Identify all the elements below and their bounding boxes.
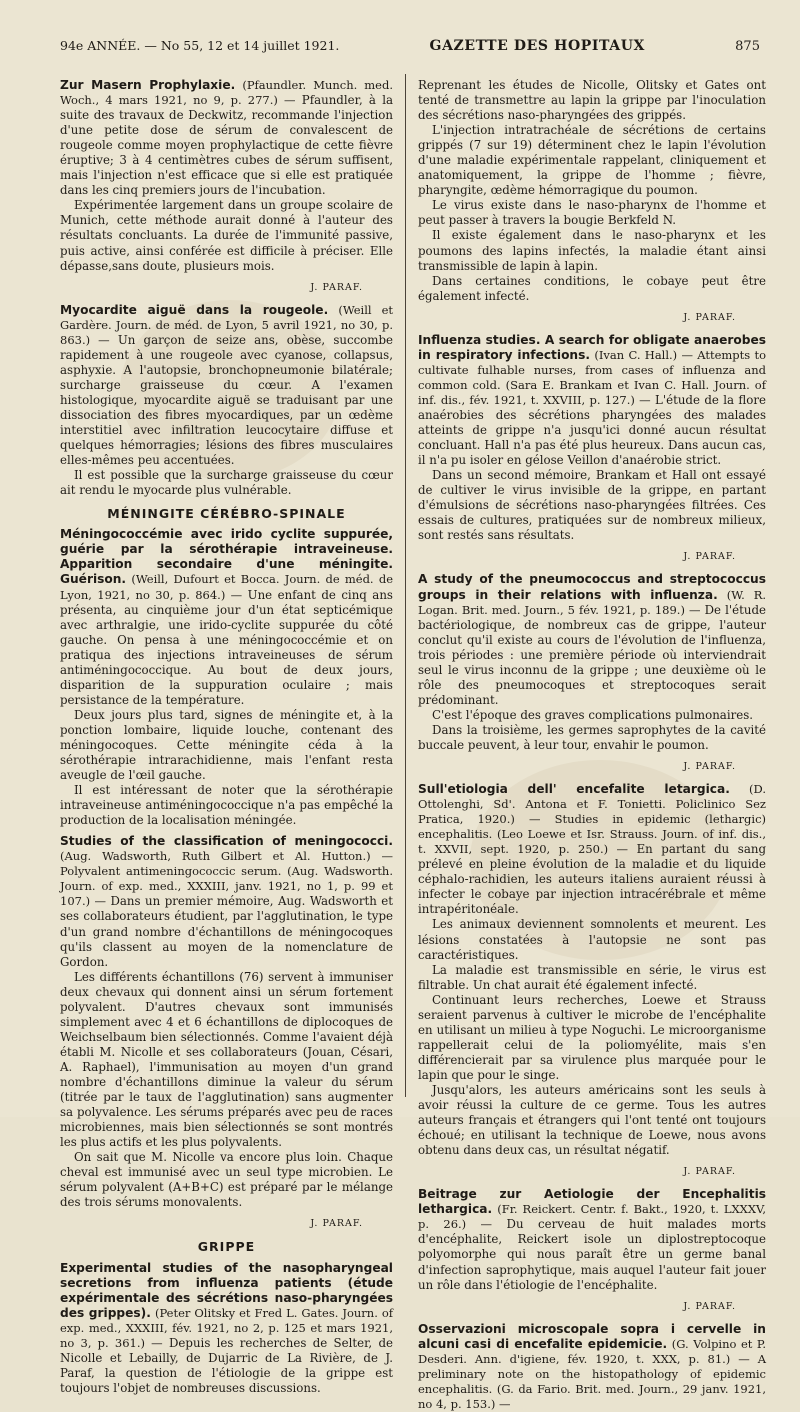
article-citation: (D. Ottolenghi, Sd'. Antona et F. Tonietti. Policlinico Sez Pratica, 1920.) — Studies in epidemic (lethargic) encephalitis. (Leo Loewe et Isr. Strauss. Journ. of inf. dis., t. XXVII, sept. 1920, p. 250.) —: [418, 782, 766, 857]
article-entry: [60, 78, 393, 274]
paragraph-text: De l'étude bactériologique, de nombreux cas de grippe, l'auteur conclut qu'il existe au cours de l'évolution de l'influenza, trois périodes : une première période où interviendrait seul le virus inconnu de la grippe ; une deuxième où le rôle des pneumocoques et streptocoques serait prédominant.: [418, 602, 766, 707]
article-paragraph: [60, 1261, 393, 1396]
column-divider: [405, 74, 406, 1097]
article-paragraph: Les différents échantillons (76) servent à immuniser deux chevaux qui donnent ainsi un sérum fortement polyvalent. D'autres chevaux sont immunisés simplement avec 4 et 6 échantillons de diplocoques de Weichselbaum bien sélectionnés. Comme l'avaient déjà établi M. Nicolle et ses collaborateurs (Jouan, Césari, A. Raphael), l'immunisation au moyen d'un grand nombre d'échantillons diminue la valeur du sérum (titrée par le taux de l'agglutination) sans augmenter sa polyvalence. Les sérums préparés avec peu de races microbiennes, mais bien sélectionnés se sont montrés les plus actifs et les plus polyvalents.: [60, 969, 393, 1150]
article-paragraph: Expérimentée largement dans un groupe scolaire de Munich, cette méthode aurait donné à l'auteur des résultats concluants. La durée de l'immunité passive, puis active, ainsi conférée est difficile à préciser. Elle dépasse,sans doute, plusieurs mois.: [60, 198, 393, 273]
article-paragraph: [60, 303, 393, 469]
author-signature: J. PARAF.: [310, 281, 363, 293]
article-citation: (G. Volpino et P. Desderi. Ann. d'igiene, fév. 1920, t. XXX, p. 81.) — A preliminary note on the histopathology of epidemic encephalitis. (G. da Fario. Brit. med. Journ., 29 janv. 1921, no 4, p. 153.) —: [418, 1336, 766, 1411]
paragraph-text: Depuis les recherches de Selter, de Nicolle et Lebailly, de Dujarric de La Rivière, de J. Paraf, la question de l'étiologie de la grippe est toujours l'objet de nombreuses discussions.: [60, 1335, 393, 1395]
article-heading: Méningococcémie avec irido cyclite suppurée, guérie par la sérothérapie intraveineuse. Apparition secondaire d'une méningite. Guérison.: [60, 527, 393, 587]
article-paragraph: Dans un second mémoire, Brankam et Hall ont essayé de cultiver le virus invisible de la grippe, en partant d'émulsions de sécrétions naso-pharyngées filtrées. Ces essais de cultures, pratiquées sur de nombreux milieux, sont restés sans résultats.: [418, 468, 766, 543]
article-heading: Osservazioni microscopale sopra i cervelle in alcuni casi di encefalite epidemicie.: [418, 1321, 766, 1351]
article-paragraph: Deux jours plus tard, signes de méningite et, à la ponction lombaire, liquide louche, contenant des méningocoques. Cette méningite céda à la sérothérapie intrarachidienne, mais l'enfant resta aveugle de l'œil gauche.: [60, 707, 393, 783]
article-paragraph: Il est intéressant de noter que la sérothérapie intraveineuse antiméningococcique n'a pas empêché la production de la localisation méningée.: [60, 783, 393, 828]
article-entry: [60, 527, 393, 828]
section-title: GRIPPE: [197, 1239, 256, 1255]
article-paragraph: [418, 572, 766, 707]
article-heading: Sull'etiologia dell' encefalite letargica.: [418, 782, 730, 797]
article-paragraph: [418, 782, 766, 917]
issue-info: 94e ANNÉE. — No 55, 12 et 14 juillet 1921.: [60, 38, 340, 53]
article-paragraph: Il est possible que la surcharge graisseuse du cœur ait rendu le myocarde plus vulnérable.: [60, 468, 393, 498]
section-title: MÉNINGITE CÉRÉBRO-SPINALE: [107, 506, 346, 522]
article-citation: (W. R. Logan. Brit. med. Journ., 5 fév. 1921, p. 189.) —: [418, 587, 767, 617]
article-paragraph: [60, 78, 393, 198]
page-number: 875: [735, 39, 760, 54]
author-signature: J. PARAF.: [683, 1300, 736, 1312]
article-paragraph: Dans la troisième, les germes saprophytes de la cavité buccale peuvent, à leur tour, envahir le poumon.: [418, 722, 766, 752]
page-header: [60, 38, 760, 62]
article-entry: [418, 572, 766, 753]
left-column: [60, 78, 394, 1395]
article-heading: A study of the pneumococcus and streptococcus groups in their relations with influenza.: [418, 572, 766, 602]
article-paragraph: C'est l'époque des graves complications pulmonaires.: [432, 707, 754, 722]
article-entry: [418, 1322, 766, 1412]
paragraph-text: Dans un premier mémoire, Aug. Wadsworth et ses collaborateurs étudient, par l'agglutination, le type d'un grand nombre d'échantillons de méningocoques qu'ils classent au moyen de la nomenclature de Gordon.: [60, 894, 393, 969]
article-paragraph: Il existe également dans le naso-pharynx et les poumons des lapins infectés, la maladie étant ainsi transmissible de lapin à lapin.: [418, 228, 766, 273]
journal-title: GAZETTE DES HOPITAUX: [429, 38, 646, 54]
article-citation: (Peter Olitsky et Fred L. Gates. Journ. of exp. med., XXXIII, fév. 1921, no 2, p. 125 et mars 1921, no 3, p. 361.) —: [60, 1305, 393, 1350]
article-entry: [418, 782, 766, 1158]
author-signature: J. PARAF.: [683, 551, 736, 563]
article-citation: (Fr. Reickert. Centr. f. Bakt., 1920, t. LXXXV, p. 26.) —: [418, 1202, 767, 1232]
paragraph-text: Une enfant de cinq ans présenta, au cinquième jour d'un état septicémique avec arthralgie, une irido-cyclite suppurée du côté gauche. On pensa à une méningococcémie et on pratiqua des injections intraveineuses de sérum antiméningococcique. Au bout de deux jours, disparition de la suppuration oculaire ; mais persistance de la température.: [60, 587, 393, 707]
paragraph-text: En partant du sang prélevé en pleine évolution de la maladie et du liquide céphalo-rachidien, les auteurs italiens auraient réussi à infecter le cobaye par injection intracérébrale et même intrapéritonéale.: [418, 842, 767, 917]
article-paragraph: La maladie est transmissible en série, le virus est filtrable. Un chat aurait été également infecté.: [418, 962, 766, 992]
article-paragraph: Continuant leurs recherches, Loewe et Strauss seraient parvenus à cultiver le microbe de l'encéphalite en utilisant un milieu à type Noguchi. Le microorganisme rappellerait celui de la poliomyélite, mais s'en différencierait par sa virulence plus marquée pour le lapin que pour le singe.: [418, 992, 766, 1082]
article-heading: Beitrage zur Aetiologie der Encephalitis lethargica.: [418, 1187, 766, 1217]
author-signature: J. PARAF.: [683, 1166, 736, 1178]
article-heading: Myocardite aiguë dans la rougeole.: [60, 302, 329, 317]
paragraph-text: Du cerveau de huit malades morts d'encéphalite, Reickert isole un diplostreptocoque polyomorphe qui nous paraît être un germe banal d'infection saprophytique, mais auquel l'auteur fait jouer un rôle dans l'étiologie de l'encéphalite.: [418, 1217, 766, 1292]
article-paragraph: [418, 333, 766, 468]
article-citation: (Pfaundler. Munch. med. Woch., 4 mars 1921, no 9, p. 277.) —: [60, 78, 394, 108]
article-citation: (Aug. Wadsworth, Ruth Gilbert et Al. Hutton.) — Polyvalent antimeningococcic serum. (Aug. Wadsworth. Journ. of exp. med., XXXIII, janv. 1921, no 1, p. 99 et 107.) —: [60, 849, 393, 909]
article-entry: [60, 303, 393, 499]
article-entry: [418, 78, 766, 304]
article-paragraph: [60, 527, 393, 708]
article-paragraph: Les animaux deviennent somnolents et meurent. Les lésions constatées à l'autopsie ne sont pas caractéristiques.: [418, 917, 766, 962]
article-paragraph: Dans certaines conditions, le cobaye peut être également infecté.: [418, 273, 766, 303]
right-column: [418, 78, 767, 1411]
article-entry: [418, 333, 766, 544]
paragraph-text: Pfaundler, à la suite des travaux de Deckwitz, recommande l'injection d'une petite dose de sérum de convalescent de rougeole comme moyen prophylactique de cette fièvre éruptive; 3 à 4 centimètres cubes de sérum suffisent, mais l'injection n'est efficace que si elle est pratiquée dans les cinq premiers jours de l'incubation.: [60, 93, 393, 198]
article-citation: (Weill et Gardère. Journ. de méd. de Lyon, 5 avril 1921, no 30, p. 863.) —: [60, 302, 394, 347]
article-paragraph: Le virus existe dans le naso-pharynx de l'homme et peut passer à travers la bougie Berkfeld N.: [418, 198, 766, 228]
article-entry: [60, 1261, 393, 1396]
article-citation: (Weill, Dufourt et Bocca. Journ. de méd. de Lyon, 1921, no 30, p. 864.) —: [60, 572, 393, 602]
author-signature: J. PARAF.: [683, 311, 736, 323]
article-entry: [60, 834, 393, 1210]
article-heading: Zur Masern Prophylaxie.: [60, 78, 236, 92]
article-entry: [418, 1187, 766, 1292]
article-paragraph: On sait que M. Nicolle va encore plus loin. Chaque cheval est immunisé avec un seul type microbien. Le sérum polyvalent (A+B+C) est préparé par le mélange des trois sérums monovalents.: [60, 1150, 393, 1210]
article-citation: (Ivan C. Hall.) — Attempts to cultivate fulhable nurses, from cases of influenza and common cold. (Sara E. Brankam et Ivan C. Hall. Journ. of inf. dis., fév. 1921, t. XXVIII, p. 127.) —: [418, 347, 767, 407]
article-heading: Studies of the classification of meningococci.: [60, 834, 393, 849]
article-paragraph: Jusqu'alors, les auteurs américains sont les seuls à avoir réussi la culture de ce germe. Tous les autres auteurs français et étrangers qui l'ont tenté ont toujours échoué; en utilisant la technique de Loewe, nous avons obtenu dans deux cas, un résultat négatif.: [418, 1083, 766, 1158]
paragraph-text: L'étude de la flore anaérobies des sécrétions pharyngées des malades atteints de grippe n'a jusqu'ici donné aucun résultat concluant. Hall n'a pas été plus heureux. Dans aucun cas, il n'a pu isoler en gélose Veillon d'anaérobie strict.: [418, 392, 766, 468]
author-signature: J. PARAF.: [683, 761, 736, 773]
article-paragraph: [418, 1322, 766, 1412]
article-paragraph: [418, 1187, 766, 1292]
author-signature: J. PARAF.: [310, 1218, 363, 1230]
article-paragraph: [60, 834, 393, 969]
article-paragraph: L'injection intratrachéale de sécrétions de certains grippés (7 sur 19) déterminent chez le lapin l'évolution d'une maladie expérimentale rappelant, cliniquement et anatomiquement, la grippe de l'homme ; fièvre, pharyngite, œdème hémorragique du poumon.: [418, 123, 766, 198]
paragraph-text: Un garçon de seize ans, obèse, succombe rapidement à une rougeole avec cyanose, collapsus, asphyxie. A l'autopsie, bronchopneumonie bilatérale; surcharge graisseuse du cœur. A l'examen histologique, myocardite aiguë se traduisant par une dissociation des fibres myocardiques, par un œdème interstitiel avec infiltration leucocytaire diffuse et quelques hémorragies; lésions des fibres musculaires elles-mêmes peu accentuées.: [60, 332, 394, 468]
article-heading: Experimental studies of the nasopharyngeal secretions from influenza patients (étude expérimentale des sécrétions naso-pharyngées des grippes).: [60, 1260, 393, 1320]
article-heading: Influenza studies. A search for obligate anaerobes in respiratory infections.: [418, 332, 766, 362]
article-paragraph: Reprenant les études de Nicolle, Olitsky et Gates ont tenté de transmettre au lapin la grippe par l'inoculation des sécrétions naso-pharyngées des grippés.: [418, 78, 766, 123]
